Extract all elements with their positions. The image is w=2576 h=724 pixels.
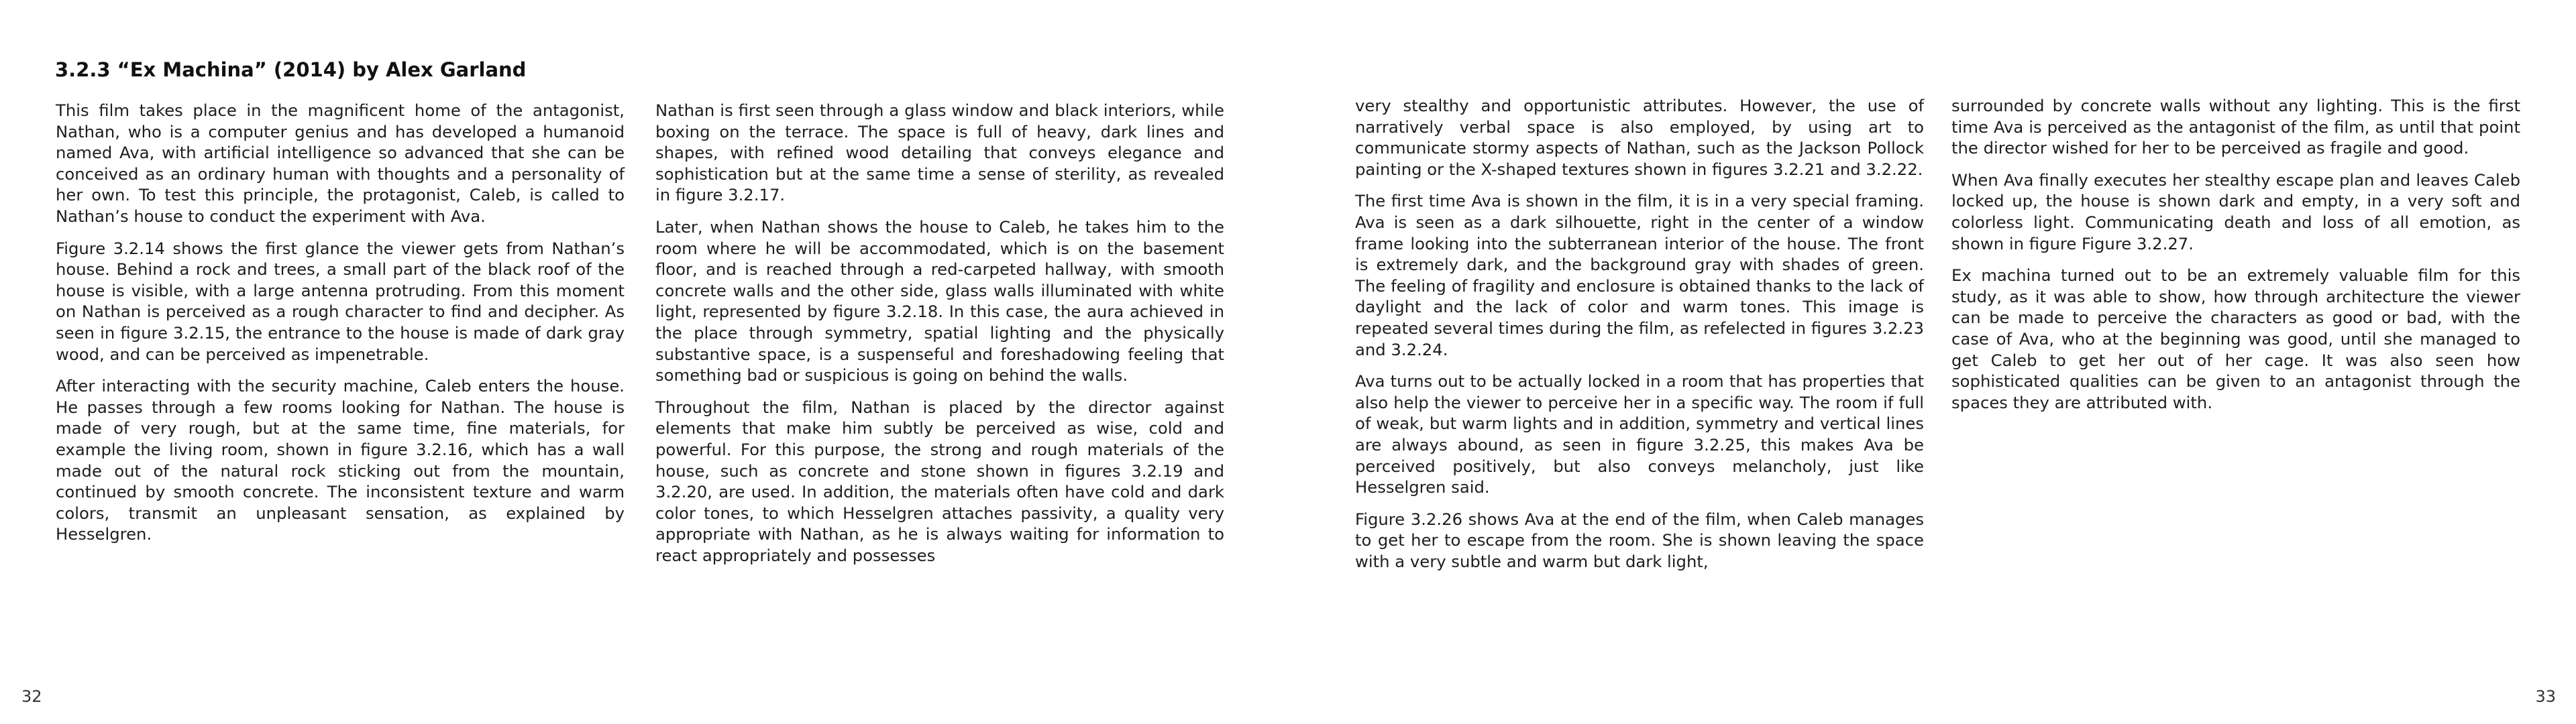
- paragraph: Figure 3.2.26 shows Ava at the end of the film, when Caleb manages to get her to escape from the room. She is shown leaving the space with a very subtle and warm but dark light,: [1355, 509, 1924, 571]
- page-number-right: 33: [2535, 687, 2556, 706]
- page-number-left: 32: [21, 687, 42, 706]
- text-column-3: [1355, 95, 1924, 583]
- right-page: [1288, 0, 2576, 724]
- paragraph: Ex machina turned out to be an extremely valuable film for this study, as it was able to show, how through architecture the viewer can be made to perceive the characters as good or bad, with the case of Ava, who at the beginning was good, until she managed to get Caleb to get her out of her cage. It was also seen how sophisticated qualities can be given to an antagonist through the spaces they are attributed with.: [1951, 265, 2520, 412]
- paragraph: Figure 3.2.14 shows the first glance the viewer gets from Nathan’s house. Behind a rock and trees, a small part of the black roof of the house is visible, with a large antenna protruding. From this moment on Nathan is perceived as a rough character to find and decipher. As seen in figure 3.2.15, the entrance to the house is made of dark gray wood, and can be perceived as impenetrable.: [56, 238, 625, 364]
- paragraph: When Ava finally executes her stealthy escape plan and leaves Caleb locked up, the house is shown dark and empty, in a very soft and colorless light. Communicating death and loss of all emotion, as shown in figure Figure 3.2.27.: [1951, 170, 2520, 253]
- paragraph: Ava turns out to be actually locked in a room that has properties that also help the viewer to perceive her in a specific way. The room if full of weak, but warm lights and in addition, symmetry and vertical lines are always abound, as seen in figure 3.2.25, this makes Ava be perceived positively, but also conveys melancholy, just like Hesselgren said.: [1355, 371, 1924, 497]
- paragraph: The first time Ava is shown in the film, it is in a very special framing. Ava is seen as a dark silhouette, right in the center of a window frame looking into the subterranean interior of the house. The front is extremely dark, and the background gray with shades of green. The feeling of fragility and enclosure is obtained thanks to the lack of daylight and the lack of color and warm tones. This image is repeated several times during the film, as refelected in figures 3.2.23 and 3.2.24.: [1355, 191, 1924, 359]
- section-heading: 3.2.3 “Ex Machina” (2014) by Alex Garland: [55, 58, 527, 81]
- paragraph: very stealthy and opportunistic attributes. However, the use of narratively verbal space is also employed, by using art to communicate stormy aspects of Nathan, such as the Jackson Pollock painting or the X-shaped textures shown in figures 3.2.21 and 3.2.22.: [1355, 96, 1924, 179]
- text-column-2: [655, 100, 1224, 577]
- text-column-4: [1951, 95, 2520, 424]
- paragraph: This film takes place in the magnificent home of the antagonist, Nathan, who is a computer genius and has developed a humanoid named Ava, with artificial intelligence so advanced that she can be conceived as an ordinary human with thoughts and a personality of her own. To test this principle, the protagonist, Caleb, is called to Nathan’s house to conduct the experiment with Ava.: [56, 101, 625, 226]
- paragraph: Later, when Nathan shows the house to Caleb, he takes him to the room where he will be accommodated, which is on the basement floor, and is reached through a red-carpeted hallway, with smooth concrete walls and the other side, glass walls illuminated with white light, represented by figure 3.2.18. In this case, the aura achieved in the place through symmetry, spatial lighting and the physically substantive space, is a suspenseful and foreshadowing feeling that something bad or suspicious is going on behind the walls.: [655, 217, 1224, 385]
- paragraph: Nathan is first seen through a glass window and black interiors, while boxing on the terrace. The space is full of heavy, dark lines and shapes, with refined wood detailing that conveys elegance and sophistication but at the same time a sense of sterility, as revealed in figure 3.2.17.: [655, 101, 1224, 205]
- text-column-1: [56, 100, 625, 556]
- paragraph: Throughout the film, Nathan is placed by the director against elements that make him subtly be perceived as wise, cold and powerful. For this purpose, the strong and rough materials of the house, such as concrete and stone shown in figures 3.2.19 and 3.2.20, are used. In addition, the materials often have cold and dark color tones, to which Hesselgren attaches passivity, a quality very appropriate with Nathan, as he is always waiting for information to react appropriately and possesses: [655, 397, 1224, 565]
- paragraph: surrounded by concrete walls without any lighting. This is the first time Ava is perceived as the antagonist of the film, as until that point the director wished for her to be perceived as fragile and good.: [1951, 96, 2520, 158]
- paragraph: After interacting with the security machine, Caleb enters the house. He passes through a few rooms looking for Nathan. The house is made of very rough, but at the same time, fine materials, for example the living room, shown in figure 3.2.16, which has a wall made out of the natural rock sticking out from the mountain, continued by smooth concrete. The inconsistent texture and warm colors, transmit an unpleasant sensation, as explained by Hesselgren.: [56, 376, 625, 544]
